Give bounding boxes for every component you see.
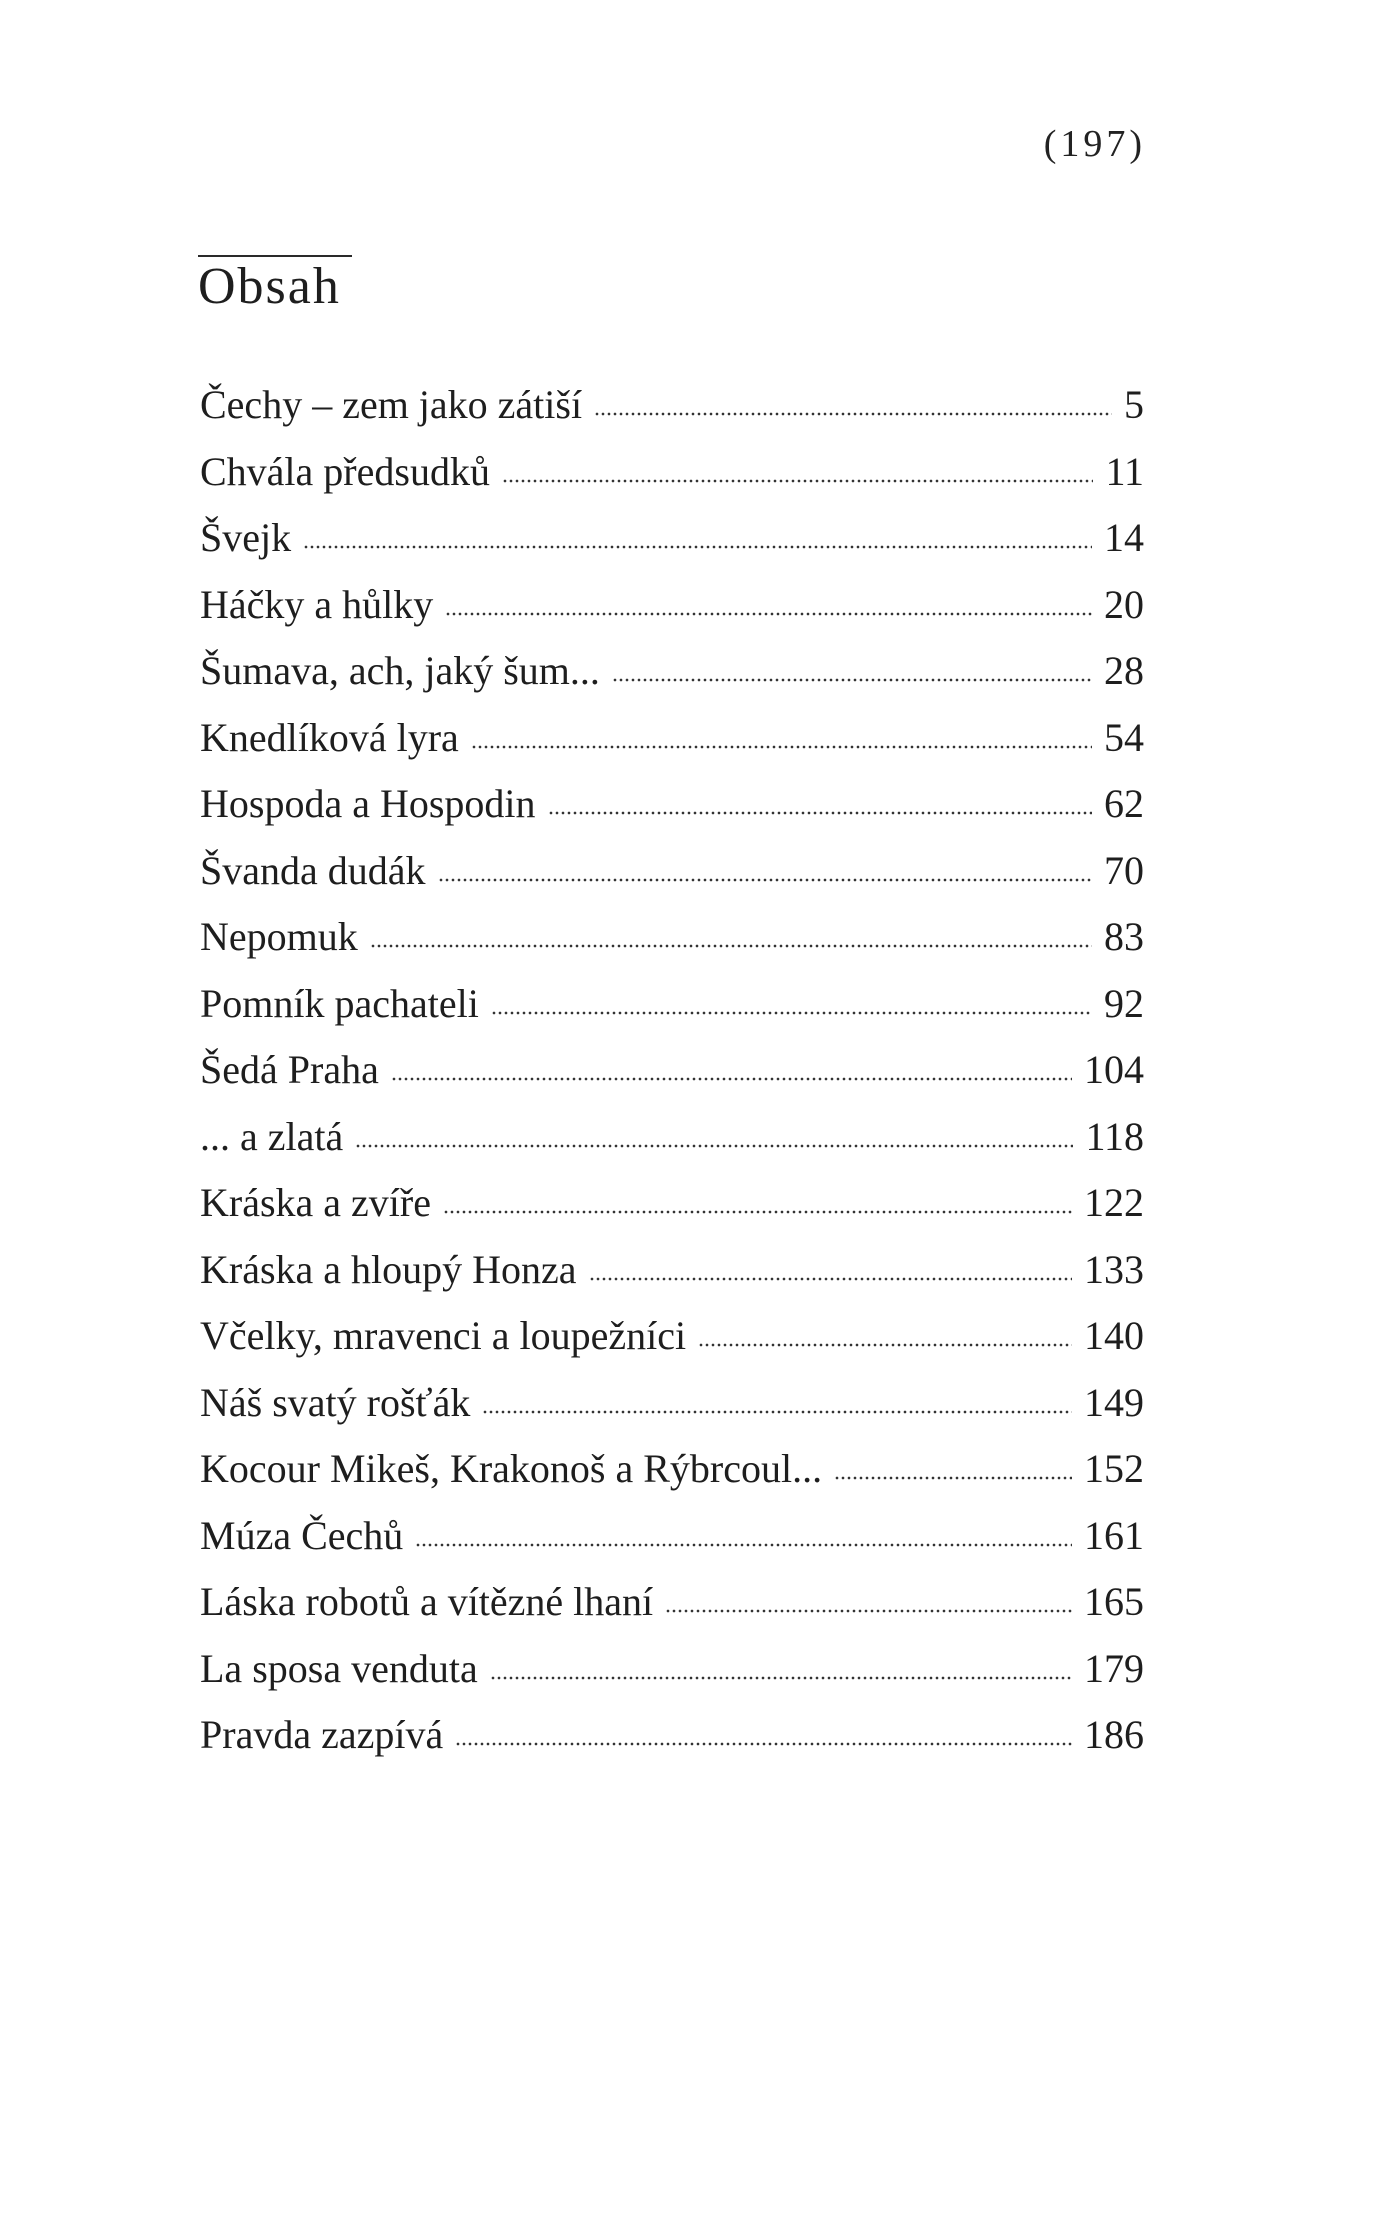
toc-entry-page: 11	[1105, 448, 1144, 494]
toc-entry-page: 20	[1104, 581, 1144, 627]
toc-entry-title: Múza Čechů	[200, 1512, 404, 1558]
toc-entry-page: 186	[1084, 1712, 1144, 1757]
toc-entry-page: 62	[1104, 781, 1144, 826]
dotted-leader	[455, 1742, 1072, 1746]
dotted-leader	[491, 1011, 1092, 1015]
dotted-leader	[355, 1144, 1073, 1148]
toc-entry-title: Kráska a hloupý Honza	[200, 1246, 577, 1292]
dotted-leader	[698, 1343, 1072, 1347]
toc-entry-title: Šumava, ach, jaký šum...	[200, 648, 600, 693]
dotted-leader	[594, 412, 1112, 416]
toc-entry	[200, 1170, 1144, 1237]
toc-entry-page: 140	[1084, 1313, 1144, 1358]
toc-entry	[200, 971, 1144, 1038]
toc-entry-title: Náš svatý rošťák	[200, 1379, 471, 1425]
toc-entry-title: ... a zlatá	[200, 1113, 344, 1159]
toc-entry-page: 179	[1084, 1645, 1144, 1691]
toc-entry	[200, 505, 1144, 572]
toc-entry-page: 28	[1104, 648, 1144, 693]
table-of-contents	[200, 372, 1144, 1769]
toc-entry-title: Knedlíková lyra	[200, 714, 459, 760]
toc-entry	[200, 1436, 1144, 1503]
toc-entry-page: 133	[1084, 1246, 1144, 1292]
toc-entry-page: 92	[1104, 980, 1144, 1026]
toc-entry-page: 122	[1084, 1180, 1144, 1225]
toc-entry	[200, 1636, 1144, 1703]
toc-entry-title: Chvála předsudků	[200, 448, 490, 494]
toc-entry-title: Švejk	[200, 515, 292, 560]
toc-entry-title: Kráska a zvíře	[200, 1180, 431, 1225]
toc-entry-page: 83	[1104, 914, 1144, 959]
toc-entry-title: Nepomuk	[200, 914, 358, 959]
toc-entry-page: 14	[1104, 515, 1144, 560]
toc-entry	[200, 572, 1144, 639]
toc-entry	[200, 439, 1144, 506]
toc-entry-title: La sposa venduta	[200, 1645, 478, 1691]
dotted-leader	[612, 678, 1092, 682]
dotted-leader	[665, 1609, 1072, 1613]
toc-entry-page: 70	[1104, 847, 1144, 893]
toc-entry-page: 54	[1104, 714, 1144, 760]
toc-entry	[200, 372, 1144, 439]
dotted-leader	[370, 944, 1092, 948]
toc-entry	[200, 1303, 1144, 1370]
dotted-leader	[443, 1210, 1072, 1214]
toc-entry-page: 152	[1084, 1446, 1144, 1491]
toc-entry-title: Včelky, mravenci a loupežníci	[200, 1313, 687, 1358]
dotted-leader	[391, 1077, 1072, 1081]
dotted-leader	[415, 1543, 1072, 1547]
dotted-leader	[482, 1410, 1072, 1414]
toc-entry	[200, 705, 1144, 772]
toc-entry	[200, 1503, 1144, 1570]
toc-entry	[200, 1370, 1144, 1437]
contents-heading: Obsah	[198, 258, 341, 315]
dotted-leader	[303, 545, 1092, 549]
toc-entry	[200, 1702, 1144, 1769]
dotted-leader	[589, 1277, 1072, 1281]
toc-entry-page: 161	[1084, 1512, 1144, 1558]
toc-entry-page: 5	[1124, 382, 1144, 427]
dotted-leader	[834, 1476, 1072, 1480]
toc-entry	[200, 771, 1144, 838]
heading-rule	[198, 255, 352, 257]
toc-entry	[200, 638, 1144, 705]
toc-entry-title: Háčky a hůlky	[200, 581, 434, 627]
toc-entry-page: 149	[1084, 1379, 1144, 1425]
toc-entry	[200, 904, 1144, 971]
toc-entry-page: 118	[1085, 1113, 1144, 1159]
toc-entry-title: Čechy – zem jako zátiší	[200, 382, 583, 427]
toc-entry	[200, 1037, 1144, 1104]
toc-entry-title: Pomník pachateli	[200, 980, 479, 1026]
toc-entry	[200, 1569, 1144, 1636]
dotted-leader	[490, 1676, 1072, 1680]
dotted-leader	[471, 745, 1092, 749]
toc-entry-title: Hospoda a Hospodin	[200, 781, 536, 826]
toc-entry	[200, 1104, 1144, 1171]
dotted-leader	[502, 479, 1094, 483]
toc-entry-title: Pravda zazpívá	[200, 1712, 444, 1757]
toc-entry-title: Láska robotů a vítězné lhaní	[200, 1579, 654, 1624]
toc-entry-title: Šedá Praha	[200, 1047, 379, 1092]
dotted-leader	[445, 612, 1092, 616]
dotted-leader	[438, 878, 1092, 882]
toc-entry	[200, 1237, 1144, 1304]
toc-entry-title: Kocour Mikeš, Krakonoš a Rýbrcoul...	[200, 1446, 823, 1491]
dotted-leader	[548, 811, 1092, 815]
toc-entry-title: Švanda dudák	[200, 847, 426, 893]
toc-entry-page: 165	[1084, 1579, 1144, 1624]
page-number: (197)	[1043, 123, 1146, 165]
toc-entry	[200, 838, 1144, 905]
toc-entry-page: 104	[1084, 1047, 1144, 1092]
